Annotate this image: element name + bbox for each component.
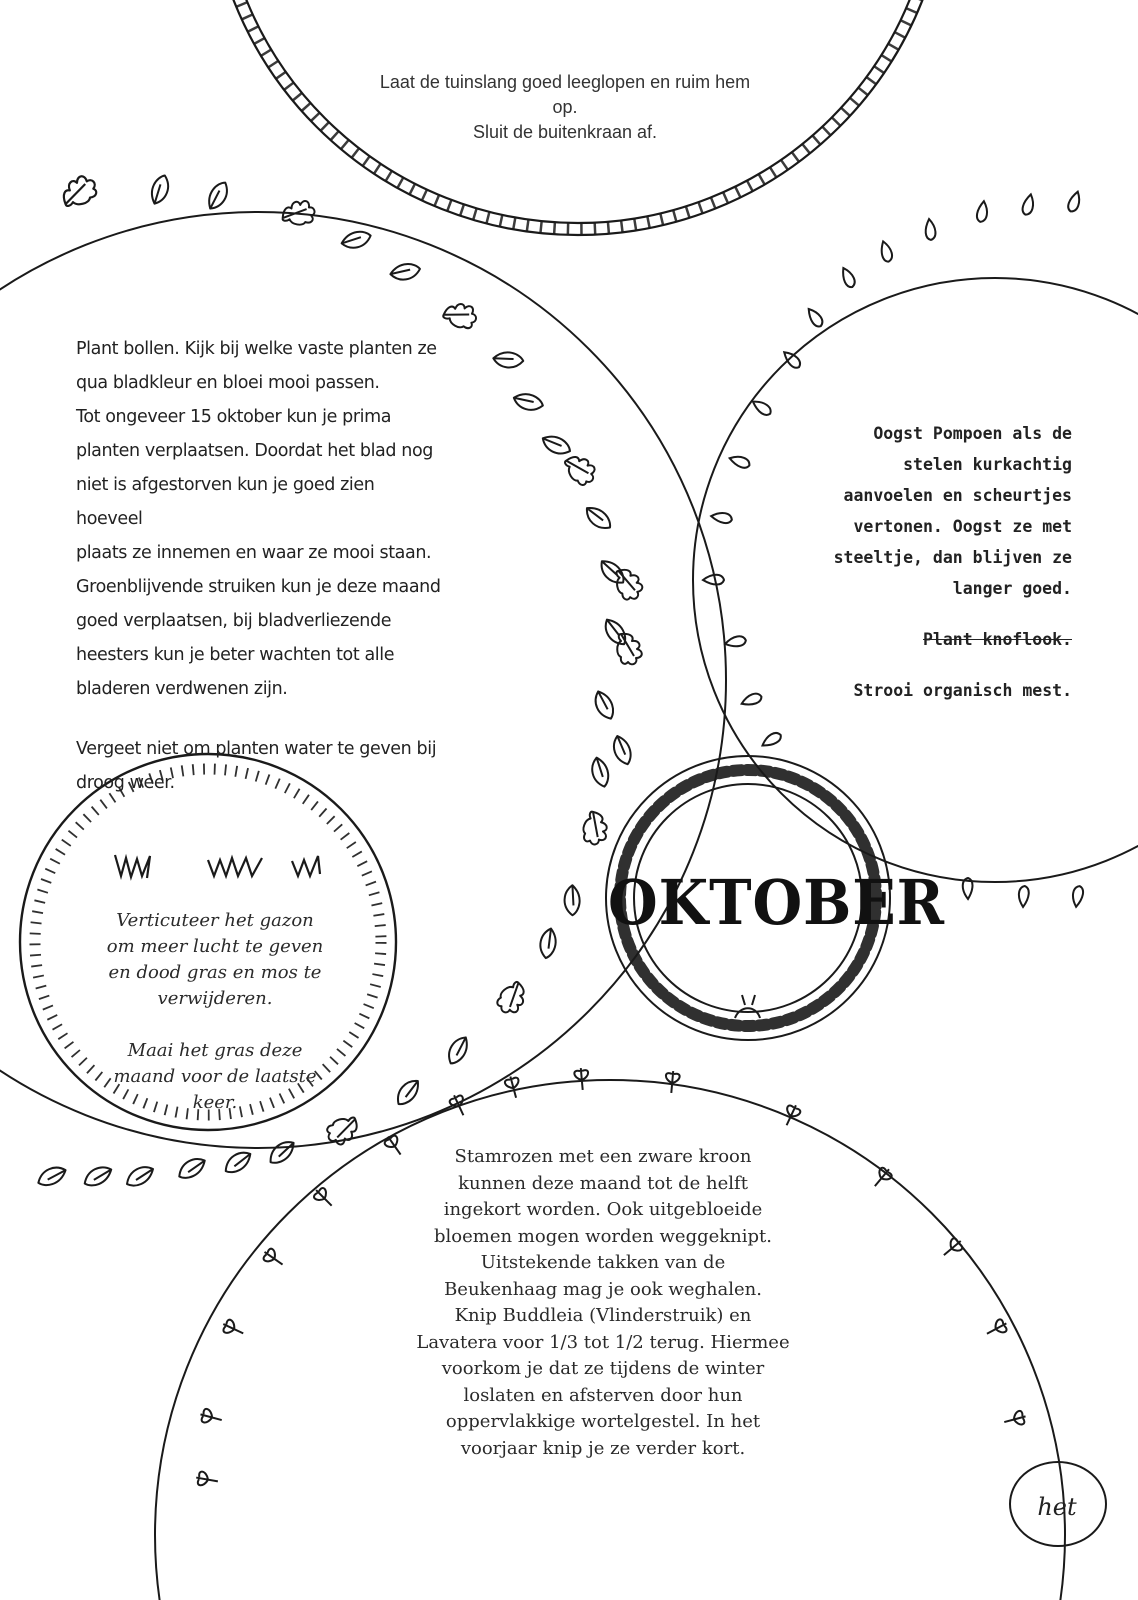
scarify-note-line: Verticuteer het gazon: [116, 910, 314, 931]
planting-note-line: qua bladkleur en bloei mooi passen.: [76, 373, 380, 393]
watering-note-line: droog weer.: [76, 773, 175, 793]
planting-note-line: Tot ongeveer 15 oktober kun je prima: [76, 407, 392, 427]
hose-note: [330, 70, 800, 145]
harvest-note-line: aanvoelen en scheurtjes: [843, 486, 1072, 505]
scarify-note-line: verwijderen.: [157, 988, 273, 1009]
pruning-note-line: loslaten en afsterven door hun: [463, 1384, 743, 1406]
pruning-note-line: kunnen deze maand tot de helft: [458, 1172, 748, 1194]
pruning-note-line: ingekort worden. Ook uitgebloeide: [443, 1199, 763, 1220]
mow-note-line: maand voor de laatste: [113, 1066, 317, 1087]
pruning-note-line: Lavatera voor 1/3 tot 1/2 terug. Hiermee: [416, 1331, 790, 1353]
planting-note-line: Groenblijvende struiken kun je deze maand: [76, 577, 441, 597]
garlic-note: Plant knoflook.: [922, 630, 1072, 649]
harvest-note-line: vertonen. Oogst ze met: [853, 517, 1072, 536]
planting-note-line: niet is afgestorven kun je goed zien hoeveel: [76, 475, 375, 529]
planting-note-line: plaats ze innemen en waar ze mooi staan.: [76, 543, 432, 563]
pruning-note-line: Knip Buddleia (Vlinderstruik) en: [454, 1305, 752, 1326]
pruning-note-line: voorjaar knip je ze verder kort.: [460, 1437, 746, 1459]
scarify-note-line: en dood gras en mos te: [108, 962, 322, 983]
hose-note-line: Laat de tuinslang goed leeglopen en ruim hem: [379, 72, 751, 92]
harvest-note-line: stelen kurkachtig: [903, 455, 1072, 474]
scarify-note-line: om meer lucht te geven: [106, 936, 324, 957]
manure-note: Strooi organisch mest.: [853, 681, 1072, 700]
hose-note-line: op.: [552, 97, 578, 117]
hose-note-line: Sluit de buitenkraan af.: [472, 122, 658, 142]
harvest-note: [772, 418, 1072, 706]
pruning-note-line: oppervlakkige wortelgestel. In het: [445, 1411, 761, 1432]
pruning-note-line: bloemen mogen worden weggeknipt.: [433, 1225, 773, 1247]
harvest-note-line: steeltje, dan blijven ze: [833, 548, 1072, 567]
mow-note-line: keer.: [192, 1092, 238, 1113]
pruning-note-line: voorkom je dat ze tijdens de winter: [441, 1358, 765, 1379]
planting-note-line: heesters kun je beter wachten tot alle: [76, 645, 395, 665]
pruning-note-line: Stamrozen met een zware kroon: [454, 1146, 752, 1167]
planting-note-line: Plant bollen. Kijk bij welke vaste planten ze: [76, 339, 437, 359]
planting-note-line: bladeren verdwenen zijn.: [76, 679, 288, 699]
planting-note-line: goed verplaatsen, bij bladverliezende: [76, 611, 392, 631]
pruning-note-line: Beukenhaag mag je ook weghalen.: [444, 1278, 762, 1300]
watering-note-line: Vergeet niet om planten water te geven bij: [76, 739, 437, 759]
mow-note-line: Maai het gras deze: [127, 1040, 303, 1061]
grass-tufts: [115, 855, 320, 878]
lawn-note: [70, 908, 360, 1116]
signature: het: [1037, 1493, 1077, 1521]
pruning-note: [372, 1144, 834, 1462]
pruning-note-line: Uitstekende takken van de: [480, 1252, 726, 1273]
month-title: OKTOBER: [608, 866, 945, 939]
planting-note-line: planten verplaatsen. Doordat het blad nog: [76, 441, 433, 461]
harvest-note-line: langer goed.: [952, 579, 1072, 598]
harvest-note-line: Oogst Pompoen als de: [873, 424, 1072, 443]
planting-note: [76, 332, 446, 800]
